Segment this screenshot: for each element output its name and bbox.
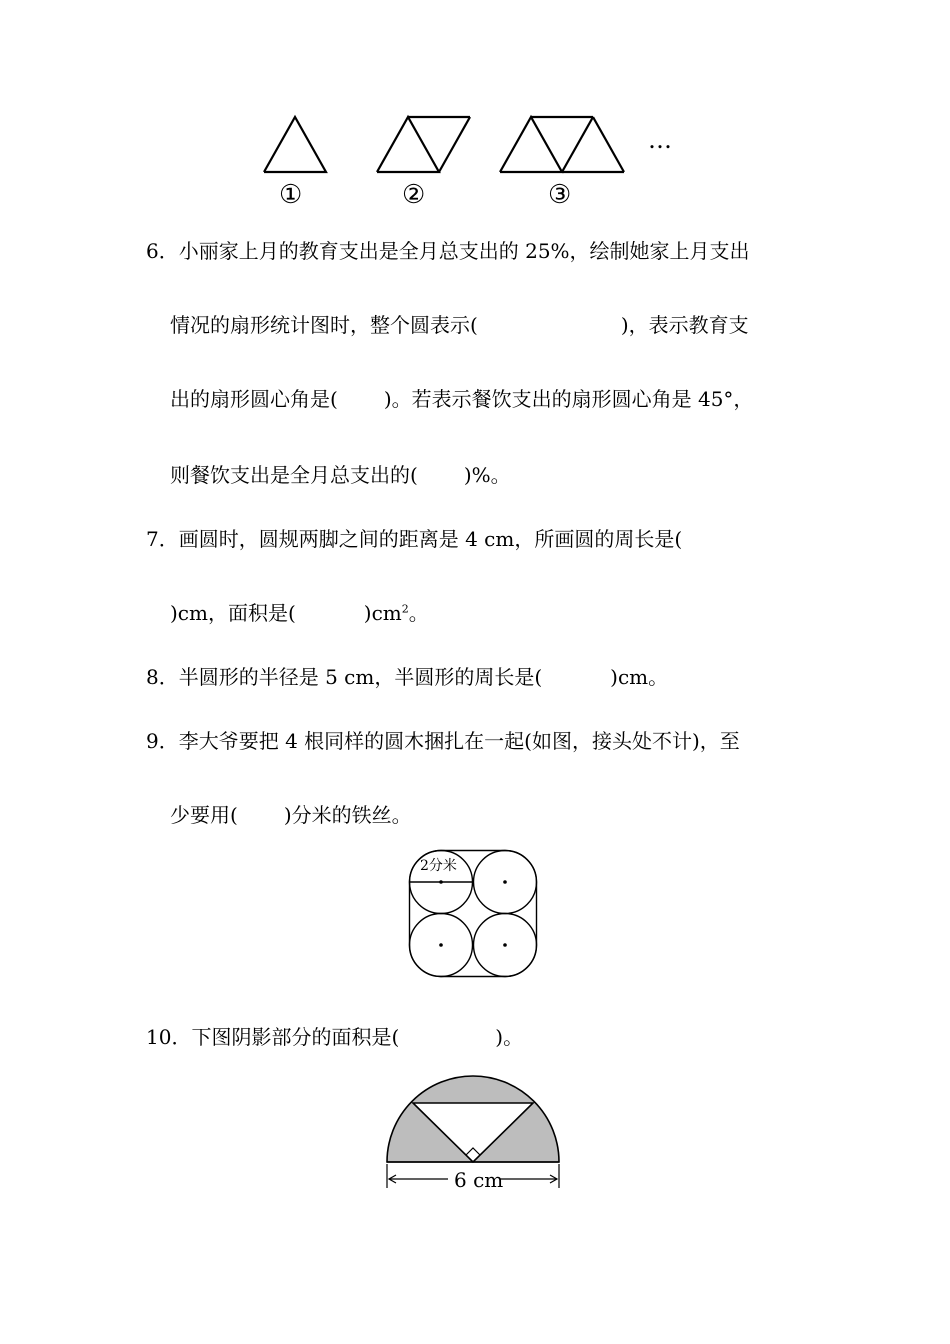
q6-text-4a: 则餐饮支出是全月总支出的( bbox=[170, 463, 418, 487]
log-circle-3 bbox=[410, 914, 473, 977]
q7-superscript: 2 bbox=[401, 602, 409, 616]
q7-number: 7． bbox=[146, 527, 179, 551]
q6-text-2b: )，表示教育支 bbox=[620, 313, 749, 337]
q6-number: 6． bbox=[146, 239, 179, 263]
q7-text-1: 画圆时，圆规两脚之间的距离是 4 cm，所画圆的周长是( bbox=[178, 527, 683, 551]
q8-number: 8． bbox=[146, 665, 179, 689]
q8-text-a: 半圆形的半径是 5 cm，半圆形的周长是( bbox=[178, 665, 543, 689]
triangle-label-2: ② bbox=[402, 180, 426, 210]
q7-text-2b: )cm bbox=[363, 601, 402, 625]
q7-text-2c: 。 bbox=[408, 601, 429, 625]
q9-text-1: 李大爷要把 4 根同样的圆木捆扎在一起(如图，接头处不计)，至 bbox=[178, 729, 740, 753]
q6-text-4b: )%。 bbox=[463, 463, 511, 487]
semicircle-shaded bbox=[387, 1076, 559, 1162]
q10-text-a: 下图阴影部分的面积是( bbox=[191, 1025, 400, 1049]
ellipsis-text: … bbox=[648, 126, 674, 154]
semicircle-diameter-label: 6 cm bbox=[454, 1168, 504, 1192]
triangle-label-3: ③ bbox=[548, 180, 572, 210]
center-dot-4 bbox=[503, 943, 507, 947]
q10-number: 10． bbox=[146, 1025, 192, 1049]
q6-text-1: 小丽家上月的教育支出是全月总支出的 25%，绘制她家上月支出 bbox=[178, 239, 750, 263]
q10-text-b: )。 bbox=[495, 1025, 524, 1049]
log-diameter-label: 2分米 bbox=[420, 858, 457, 874]
triangle-figure-2 bbox=[377, 117, 470, 172]
q9-line-2 bbox=[170, 802, 412, 828]
q6-line-3 bbox=[170, 386, 753, 412]
log-circle-4 bbox=[474, 914, 537, 977]
q6-line-4 bbox=[170, 462, 511, 488]
center-dot-2 bbox=[503, 880, 507, 884]
q6-line-1 bbox=[146, 238, 750, 264]
q6-text-3a: 出的扇形圆心角是( bbox=[170, 387, 338, 411]
center-dot-1 bbox=[439, 880, 443, 884]
triangle-label-1: ① bbox=[279, 180, 303, 210]
q7-line-2 bbox=[170, 600, 429, 626]
q6-text-2a: 情况的扇形统计图时，整个圆表示( bbox=[170, 313, 478, 337]
inner-white-region bbox=[413, 1103, 533, 1162]
q9-text-2b: )分米的铁丝。 bbox=[283, 803, 412, 827]
q6-text-3b: )。若表示餐饮支出的扇形圆心角是 45°， bbox=[383, 387, 754, 411]
center-dot-3 bbox=[439, 943, 443, 947]
triangle-figure-3 bbox=[500, 117, 624, 172]
q9-text-2a: 少要用( bbox=[170, 803, 238, 827]
q9-number: 9． bbox=[146, 729, 179, 753]
triangle-pattern-figure bbox=[0, 0, 950, 220]
q8-text-b: )cm。 bbox=[610, 665, 669, 689]
q6-line-2 bbox=[170, 312, 749, 338]
q10-line bbox=[146, 1024, 523, 1050]
right-angle-mark bbox=[466, 1148, 480, 1155]
triangle-figure-1 bbox=[264, 117, 326, 172]
q9-line-1 bbox=[146, 728, 740, 754]
log-circle-2 bbox=[474, 851, 537, 914]
q7-text-2a: )cm，面积是( bbox=[170, 601, 296, 625]
q8-line bbox=[146, 664, 668, 690]
q7-line-1 bbox=[146, 526, 682, 552]
